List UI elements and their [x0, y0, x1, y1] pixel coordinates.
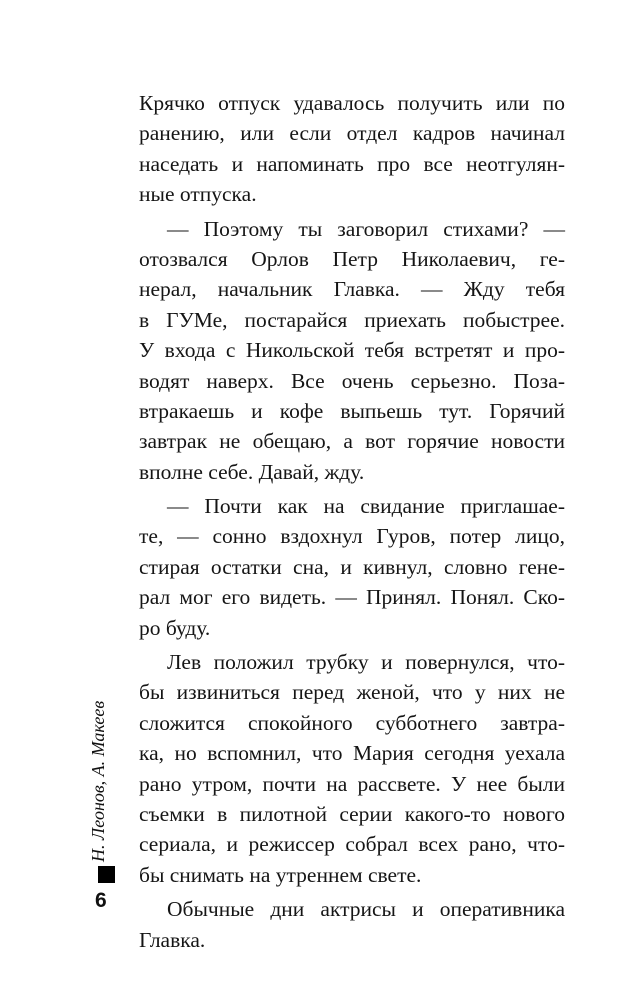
text-line: Обычные дни актрисы и оперативника — [167, 897, 565, 922]
paragraph-4 — [139, 647, 565, 890]
text-line: водят наверх. Все очень серьезно. Поза- — [139, 368, 565, 393]
page-number: 6 — [95, 889, 107, 912]
text-line: ро буду. — [139, 615, 211, 640]
text-line: сериала, и режиссер собрал всех рано, что- — [139, 832, 565, 857]
text-line: рал мог его видеть. — Принял. Понял. Ско- — [139, 585, 565, 610]
text-line: — Поэтому ты заговорил стихами? — — [167, 216, 565, 241]
text-line: нерал, начальник Главка. — Жду тебя — [139, 277, 565, 302]
text-line: Лев положил трубку и повернулся, что- — [167, 650, 565, 675]
text-line: те, — сонно вздохнул Гуров, потер лицо, — [139, 524, 565, 549]
text-line: съемки в пилотной серии какого-то нового — [139, 801, 565, 826]
text-line: наседать и напоминать про все неотгулян- — [139, 151, 565, 176]
paragraph-3 — [139, 491, 565, 643]
book-text — [139, 88, 565, 955]
text-line: рано утром, почти на рассвете. У нее были — [139, 771, 565, 796]
text-line: завтрак не обещаю, а вот горячие новости — [139, 429, 565, 454]
text-line: бы снимать на утреннем свете. — [139, 862, 422, 887]
text-line: ные отпуска. — [139, 182, 257, 207]
text-line: втракаешь и кофе выпьешь тут. Горячий — [139, 398, 565, 423]
text-line: ка, но вспомнил, что Мария сегодня уехала — [139, 741, 565, 766]
text-line: Главка. — [139, 927, 206, 952]
running-head-authors: Н. Леонов, А. Макеев — [88, 700, 108, 862]
text-line: — Почти как на свидание приглашае- — [167, 494, 565, 519]
paragraph-2 — [139, 214, 565, 488]
text-line: стирая остатки сна, и кивнул, словно гене- — [139, 554, 565, 579]
text-line: отозвался Орлов Петр Николаевич, ге- — [139, 246, 565, 271]
paragraph-5 — [139, 894, 565, 955]
paragraph-1 — [139, 88, 565, 210]
square-marker-icon — [98, 866, 115, 883]
text-line: У входа с Никольской тебя встретят и про- — [139, 338, 565, 363]
text-line: Крячко отпуск удавалось получить или по — [139, 91, 565, 115]
text-line: сложится спокойного субботнего завтра- — [139, 710, 565, 735]
text-line: в ГУМе, постарайся приехать побыстрее. — [139, 307, 565, 332]
text-line: бы извиниться перед женой, что у них не — [139, 680, 565, 705]
text-line: ранению, или если отдел кадров начинал — [139, 121, 565, 146]
text-line: вполне себе. Давай, жду. — [139, 459, 365, 484]
